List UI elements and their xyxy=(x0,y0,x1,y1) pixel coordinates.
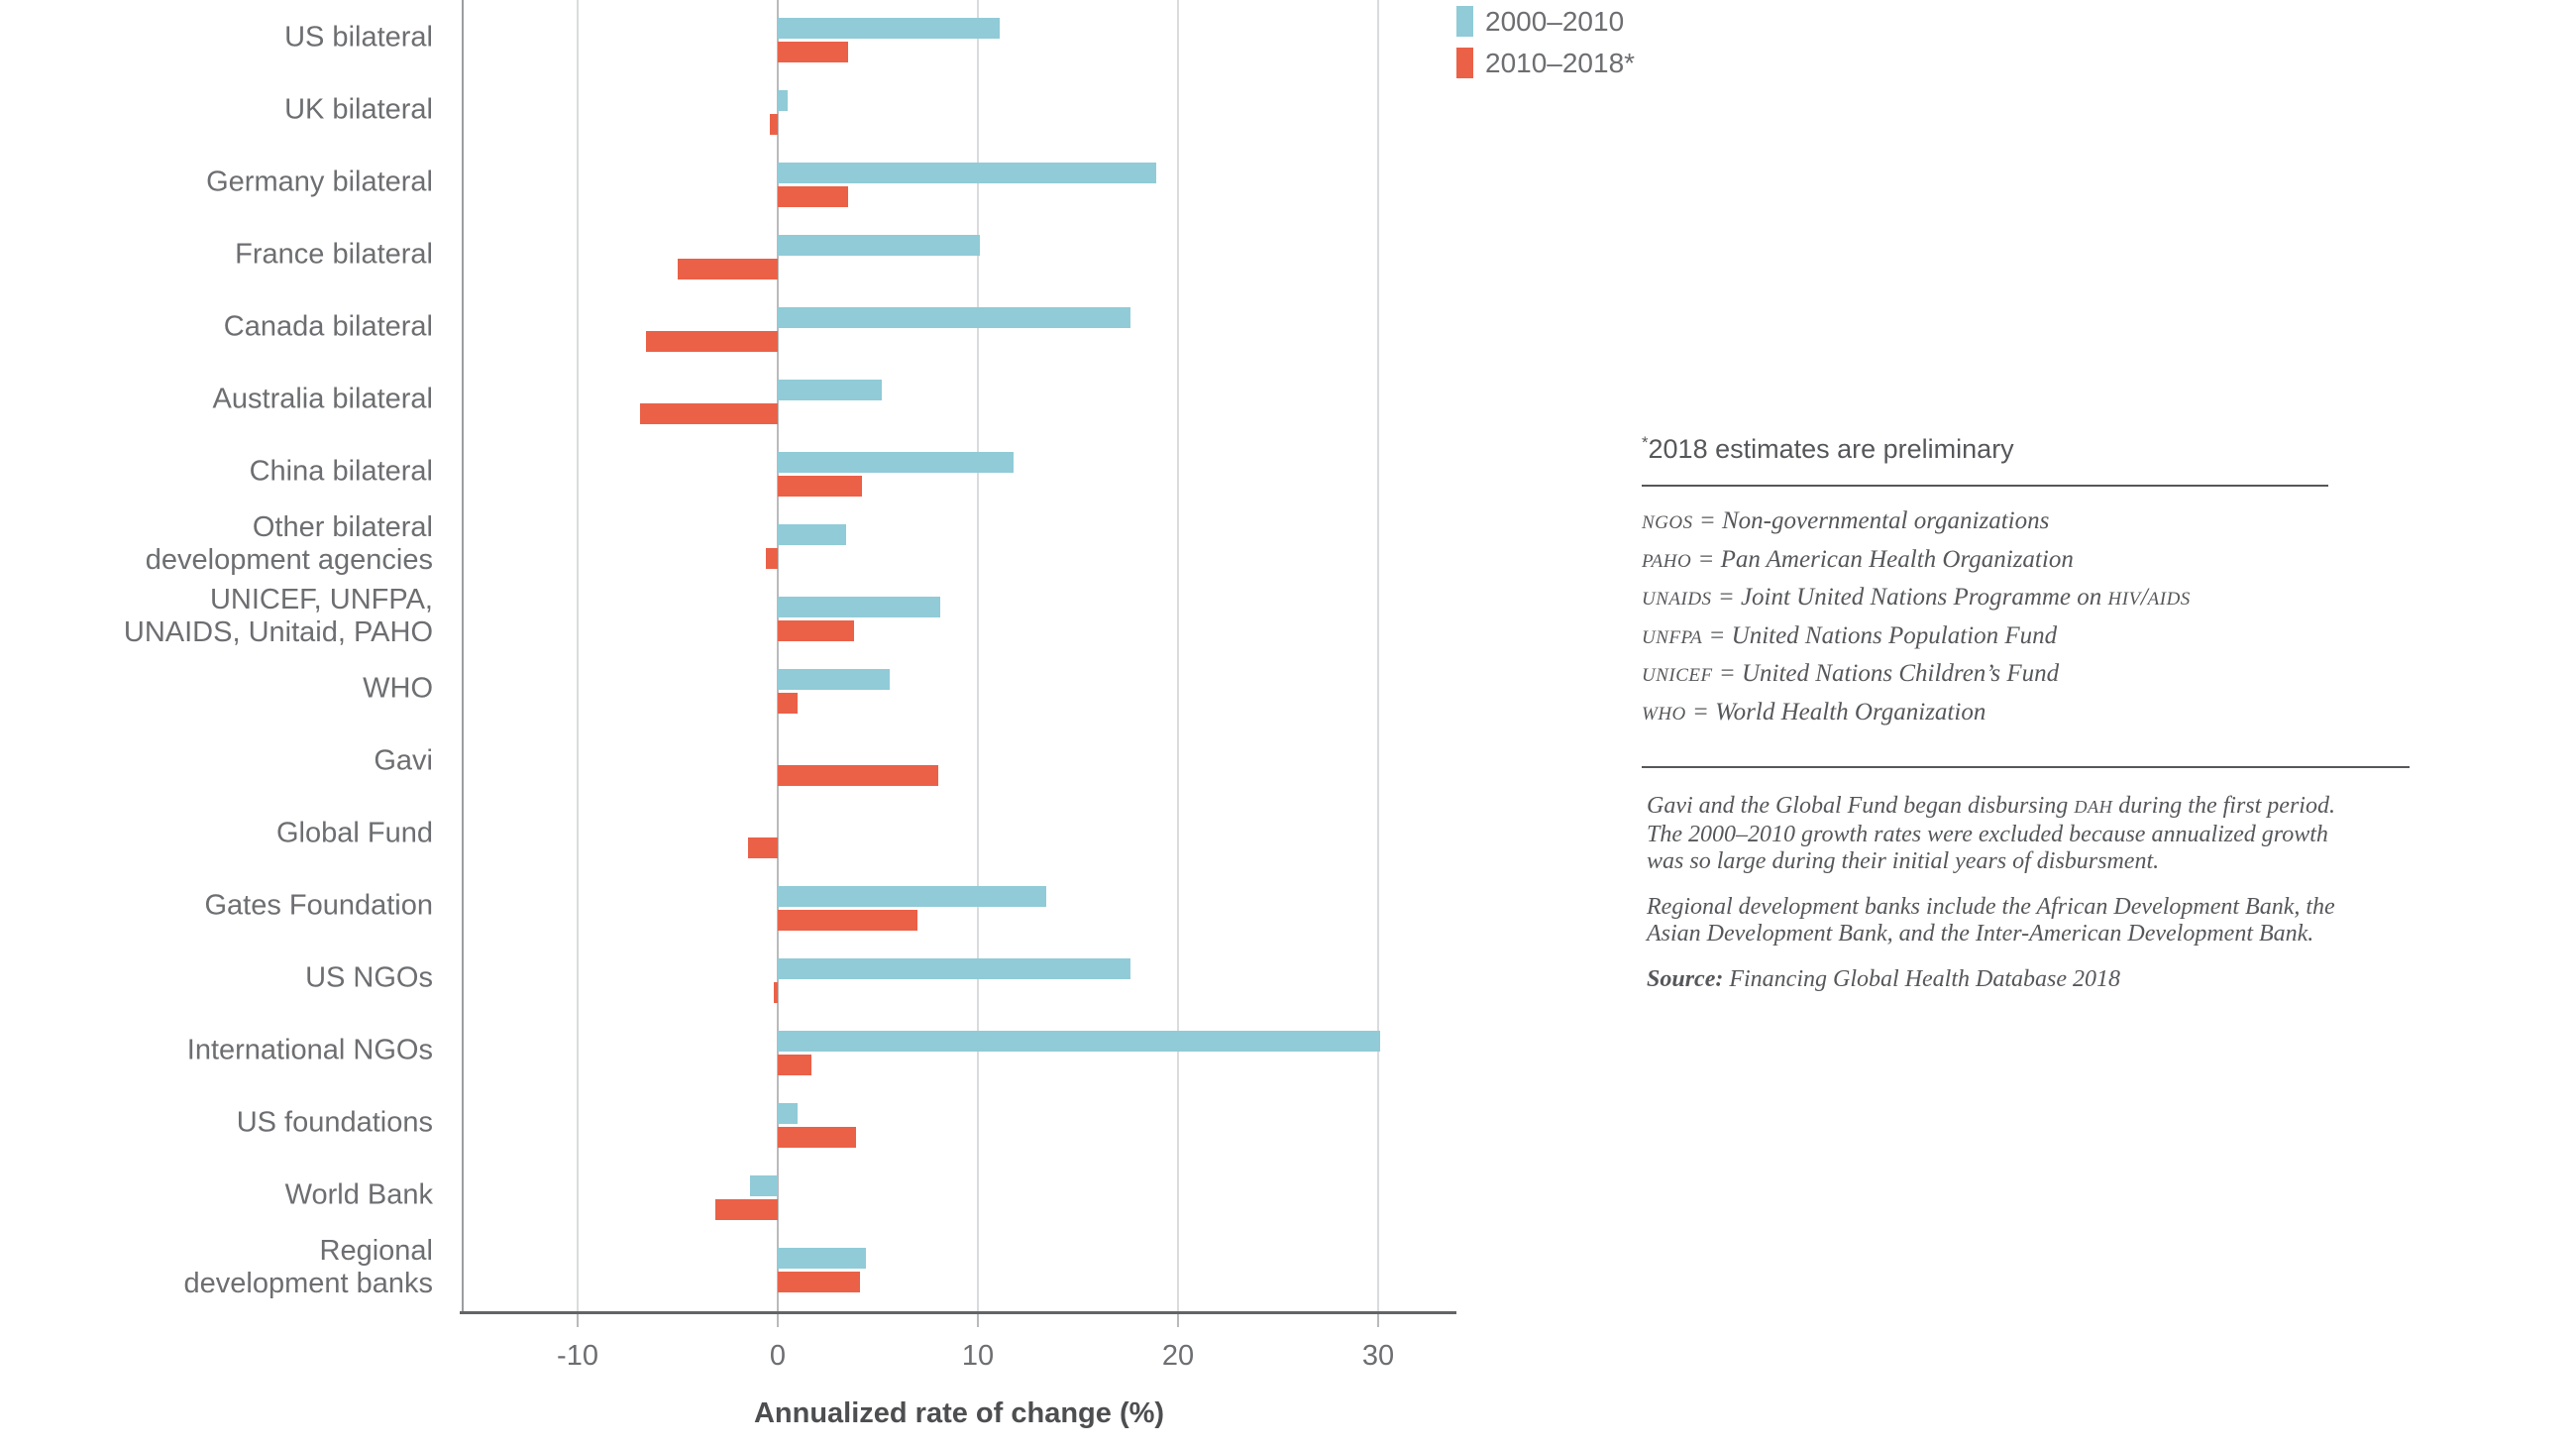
divider-line-top xyxy=(1642,485,2328,487)
abbreviation-term: UNFPA xyxy=(1642,626,1703,648)
category-label-who xyxy=(0,673,433,706)
abbreviation-term: PAHO xyxy=(1642,550,1692,572)
x-tick-10 xyxy=(977,1314,979,1327)
asterisk-marker: * xyxy=(1642,433,1649,452)
source-note: Source: Financing Global Health Database 2018 xyxy=(1647,965,2120,992)
x-tick-0 xyxy=(777,1314,779,1327)
footnote-line: Asian Development Bank, and the Inter-American Development Bank. xyxy=(1647,921,2314,947)
x-tick-30 xyxy=(1377,1314,1379,1327)
category-label-us-bilateral xyxy=(0,22,433,55)
category-label-gavi xyxy=(0,745,433,778)
bar-2000-2010-other-bilateral-development-agencies xyxy=(778,524,846,545)
category-label-canada-bilateral xyxy=(0,311,433,344)
small-caps-term: DAH xyxy=(2074,797,2113,817)
bar-2000-2010-international-ngos xyxy=(778,1031,1380,1052)
category-label-line: Global Fund xyxy=(276,817,433,849)
bar-2000-2010-china-bilateral xyxy=(778,452,1014,473)
bar-2000-2010-us-foundations xyxy=(778,1103,798,1124)
bar-2000-2010-world-bank xyxy=(750,1175,778,1196)
footnote-line: The 2000–2010 growth rates were excluded because annualized growth xyxy=(1647,821,2328,847)
gridline-30 xyxy=(1377,0,1379,1311)
bar-2000-2010-us-ngos xyxy=(778,958,1130,979)
bar-2010-2018-france-bilateral xyxy=(678,259,778,279)
legend-label: 2000–2010 xyxy=(1485,5,1625,37)
abbreviation-term: NGOS xyxy=(1642,512,1693,533)
category-label-unicef-unfpa-unaids-unitaid-paho xyxy=(0,584,433,649)
bar-2000-2010-us-bilateral xyxy=(778,18,1000,39)
category-label-line: Regional xyxy=(319,1235,433,1267)
category-label-line: Germany bilateral xyxy=(206,166,433,198)
abbreviation-list xyxy=(1642,503,2191,732)
category-label-gates-foundation xyxy=(0,890,433,923)
category-label-line: World Bank xyxy=(284,1178,433,1211)
x-axis-line xyxy=(460,1311,1456,1314)
category-label-line: UNICEF, UNFPA, xyxy=(209,584,433,615)
bar-2010-2018-us-ngos xyxy=(774,982,778,1003)
category-label-uk-bilateral xyxy=(0,94,433,127)
category-label-line: Australia bilateral xyxy=(212,383,433,415)
bar-2010-2018-other-bilateral-development-agencies xyxy=(766,548,778,569)
bar-2010-2018-australia-bilateral xyxy=(640,403,778,424)
footnote-line: Regional development banks include the African Development Bank, the xyxy=(1647,893,2335,920)
bar-2010-2018-international-ngos xyxy=(778,1055,811,1075)
abbreviation-term: UNAIDS xyxy=(1642,589,1712,610)
bar-2000-2010-germany-bilateral xyxy=(778,163,1156,183)
category-label-line: China bilateral xyxy=(249,455,433,488)
bar-2000-2010-gates-foundation xyxy=(778,886,1046,907)
preliminary-note-text: 2018 estimates are preliminary xyxy=(1648,434,2014,464)
legend-label: 2010–2018* xyxy=(1485,47,1636,78)
gridline-20 xyxy=(1177,0,1179,1311)
footnote-line: was so large during their initial years of disbursment. xyxy=(1647,848,2160,874)
bar-2000-2010-unicef-unfpa-unaids-unitaid-paho xyxy=(778,597,940,617)
abbreviation-ngos: NGOS = Non-governmental organizations xyxy=(1642,507,2050,534)
category-label-us-foundations xyxy=(0,1107,433,1140)
legend-swatch-2000-2010 xyxy=(1456,6,1473,37)
bar-2000-2010-canada-bilateral xyxy=(778,307,1130,328)
category-label-germany-bilateral xyxy=(0,167,433,199)
category-label-line: development banks xyxy=(183,1268,433,1299)
category-label-line: France bilateral xyxy=(235,238,433,271)
small-caps-term: HIV xyxy=(2107,589,2141,610)
category-label-us-ngos xyxy=(0,962,433,995)
bar-2010-2018-germany-bilateral xyxy=(778,186,848,207)
small-caps-term: AIDS xyxy=(2147,589,2191,610)
preliminary-note xyxy=(1642,433,2014,465)
category-label-line: International NGOs xyxy=(186,1034,433,1066)
category-label-china-bilateral xyxy=(0,456,433,489)
footnote-paragraph-2 xyxy=(1647,894,2335,948)
category-label-line: US foundations xyxy=(236,1106,433,1139)
x-tick-label-0: 0 xyxy=(769,1340,787,1372)
category-label-line: US NGOs xyxy=(305,961,433,994)
category-label-regional-development-banks xyxy=(0,1235,433,1300)
x-tick-label-30: 30 xyxy=(1361,1340,1395,1372)
abbreviation-term: UNICEF xyxy=(1642,665,1713,686)
category-label-global-fund xyxy=(0,818,433,850)
bar-2010-2018-world-bank xyxy=(715,1199,778,1220)
bar-2000-2010-uk-bilateral xyxy=(778,90,788,111)
bar-2010-2018-regional-development-banks xyxy=(778,1272,860,1292)
category-label-line: US bilateral xyxy=(284,21,433,54)
abbreviation-unaids: UNAIDS = Joint United Nations Programme on HIV/AIDS xyxy=(1642,584,2191,611)
abbreviation-unfpa: UNFPA = United Nations Population Fund xyxy=(1642,621,2058,649)
category-label-line: Gates Foundation xyxy=(204,889,433,922)
category-label-france-bilateral xyxy=(0,239,433,272)
bar-2010-2018-uk-bilateral xyxy=(770,114,778,135)
x-tick-20 xyxy=(1177,1314,1179,1327)
legend-swatch-2010-2018 xyxy=(1456,48,1473,78)
gridline--10 xyxy=(577,0,579,1311)
category-label-world-bank xyxy=(0,1179,433,1212)
y-axis-line xyxy=(462,0,464,1311)
bar-2000-2010-regional-development-banks xyxy=(778,1248,866,1269)
category-label-line: development agencies xyxy=(145,544,433,576)
footnote-paragraphs xyxy=(1647,793,2335,993)
category-label-other-bilateral-development-agencies xyxy=(0,511,433,577)
x-tick--10 xyxy=(577,1314,579,1327)
x-tick-label--10: -10 xyxy=(557,1340,598,1372)
bar-2010-2018-us-bilateral xyxy=(778,42,848,62)
bar-2010-2018-canada-bilateral xyxy=(646,331,778,352)
footnote-paragraph-1 xyxy=(1647,793,2335,876)
category-label-line: WHO xyxy=(363,672,433,705)
category-label-line: Canada bilateral xyxy=(223,310,433,343)
category-label-australia-bilateral xyxy=(0,384,433,416)
gridline-10 xyxy=(977,0,979,1311)
category-label-international-ngos xyxy=(0,1035,433,1067)
divider-line-bottom xyxy=(1642,766,2410,768)
category-label-line: Other bilateral xyxy=(252,511,433,543)
x-tick-label-10: 10 xyxy=(961,1340,995,1372)
category-label-line: UK bilateral xyxy=(284,93,433,126)
bar-2000-2010-australia-bilateral xyxy=(778,380,882,400)
bar-2000-2010-france-bilateral xyxy=(778,235,980,256)
x-axis-title: Annualized rate of change (%) xyxy=(753,1397,1165,1429)
category-label-line: Gavi xyxy=(374,744,433,777)
bar-2010-2018-us-foundations xyxy=(778,1127,856,1148)
bar-2000-2010-who xyxy=(778,669,890,690)
abbreviation-term: WHO xyxy=(1642,703,1686,724)
bar-2010-2018-global-fund xyxy=(748,837,778,858)
footnote-line: Gavi and the Global Fund began disbursing DAH during the first period. xyxy=(1647,793,2335,819)
bar-2010-2018-gates-foundation xyxy=(778,910,917,931)
abbreviation-unicef: UNICEF = United Nations Children’s Fund xyxy=(1642,660,2060,687)
source-label: Source: xyxy=(1647,965,1724,992)
abbreviation-paho: PAHO = Pan American Health Organization xyxy=(1642,545,2074,573)
bar-2010-2018-unicef-unfpa-unaids-unitaid-paho xyxy=(778,620,854,641)
bar-2010-2018-who xyxy=(778,693,798,714)
category-label-line: UNAIDS, Unitaid, PAHO xyxy=(123,616,433,648)
abbreviation-who: WHO = World Health Organization xyxy=(1642,698,1986,725)
x-tick-label-20: 20 xyxy=(1161,1340,1195,1372)
bar-2010-2018-gavi xyxy=(778,765,938,786)
bar-2010-2018-china-bilateral xyxy=(778,476,862,497)
